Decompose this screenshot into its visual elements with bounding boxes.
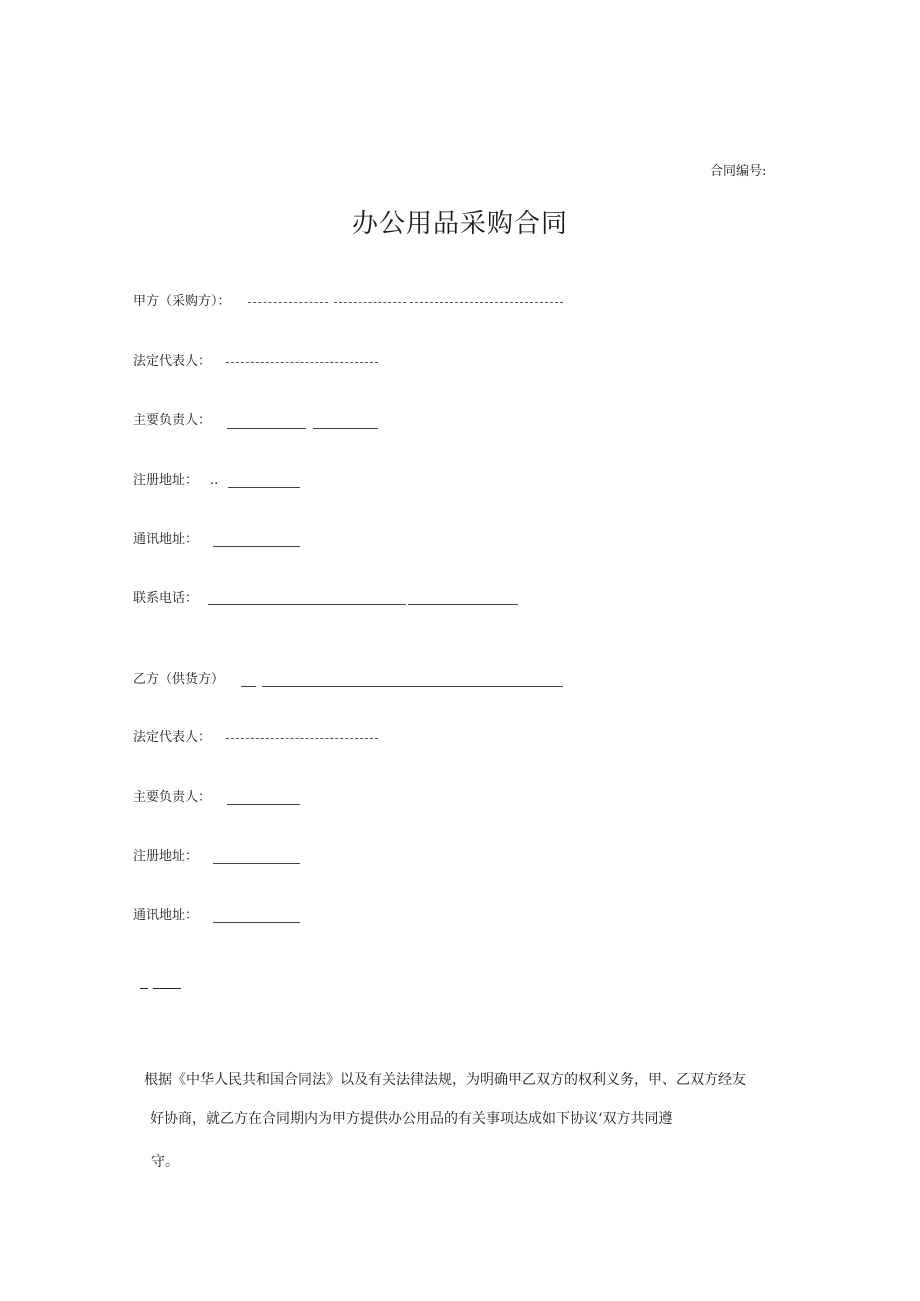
party-a-phone-label: 联系电话： <box>133 591 199 606</box>
stray-mark <box>153 988 181 989</box>
party-b-name-blank <box>241 686 256 687</box>
party-a-reg-address-blank <box>228 487 300 488</box>
party-b-principal-blank <box>227 804 300 805</box>
party-a-legal-rep-label: 法定代表人： <box>133 354 212 369</box>
preamble-line-2: 好协商，就乙方在合同期内为甲方提供办公用品的有关事项达成如下协议‘双方共同遵 <box>150 1111 673 1127</box>
party-b-legal-rep-label: 法定代表人： <box>133 730 212 745</box>
party-b-mail-address-label: 通讯地址： <box>133 908 199 923</box>
party-b-legal-rep-blank <box>226 738 378 739</box>
party-b-name-label: 乙方（供货方） <box>133 672 225 687</box>
party-a-phone-blank <box>208 604 406 605</box>
party-b-reg-address-blank <box>213 863 300 864</box>
contract-number-label: 合同编号: <box>710 164 767 179</box>
party-a-principal-blank <box>313 428 378 429</box>
stray-mark <box>140 988 148 989</box>
party-a-mail-address-blank <box>213 546 300 547</box>
party-a-reg-address-label: 注册地址： <box>133 473 199 488</box>
party-a-legal-rep-blank <box>226 362 378 363</box>
party-a-phone-blank <box>408 604 518 605</box>
party-a-reg-address-dots: .. <box>210 473 219 488</box>
party-a-name-blank <box>334 302 406 303</box>
party-a-name-blank <box>248 302 328 303</box>
party-a-mail-address-label: 通讯地址： <box>133 532 199 547</box>
document-title: 办公用品采购合同 <box>351 209 568 239</box>
party-b-reg-address-label: 注册地址： <box>133 849 199 864</box>
preamble-line-3: 守。 <box>151 1154 179 1170</box>
party-b-name-blank <box>262 686 563 687</box>
party-b-mail-address-blank <box>213 922 300 923</box>
party-b-principal-label: 主要负责人： <box>133 790 212 805</box>
preamble-line-1: 根据《中华人民共和国合同法》以及有关法律法规，为明确甲乙双方的权利义务，甲、乙双方经友 <box>144 1072 746 1088</box>
party-a-name-label: 甲方（采购方）： <box>133 294 231 309</box>
party-a-principal-blank <box>227 428 306 429</box>
party-a-name-blank <box>410 302 563 303</box>
party-a-principal-label: 主要负责人： <box>133 413 212 428</box>
